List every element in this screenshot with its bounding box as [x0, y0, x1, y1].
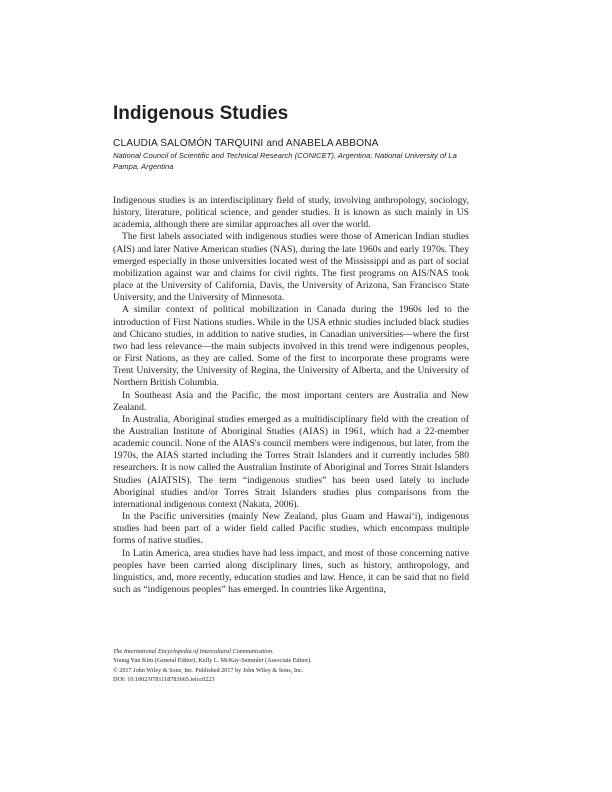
copyright-line: © 2017 John Wiley & Sons, Inc. Published 2017 by John Wiley & Sons, Inc. — [113, 666, 304, 674]
author-affiliation: National Council of Scientific and Technical Research (CONICET), Argentina; National University of La Pampa, Argentina — [113, 151, 457, 171]
body-paragraph: In Southeast Asia and the Pacific, the most important centers are Australia and New Zealand. — [113, 389, 469, 413]
article-body — [113, 195, 469, 596]
body-paragraph: In the Pacific universities (mainly New Zealand, plus Guam and Hawai‘i), indigenous studies had been part of a wider field called Pacific studies, which encompass multiple forms of native studies. — [113, 511, 469, 547]
body-paragraph: In Latin America, area studies have had less impact, and most of those concerning native peoples have been carried along disciplinary lines, such as history, anthropology, and linguistics, and, more recently, education studies and law. Hence, it can be said that no field such as “indigenous peoples” has emerged. In countries like Argentina, — [113, 547, 469, 595]
citation-footer — [113, 647, 473, 684]
article-authors: CLAUDIA SALOMÓN TARQUINI and ANABELA ABBONA — [113, 138, 379, 149]
body-paragraph: Indigenous studies is an interdisciplinary field of study, involving anthropology, sociology, history, literature, political science, and gender studies. It is known as such mainly in US academia, although there are similar approaches all over the world. — [113, 195, 469, 231]
body-paragraph: The first labels associated with indigenous studies were those of American Indian studies (AIS) and later Native American studies (NAS), during the late 1960s and early 1970s. They emerged especially in those universities located west of the Mississippi and as part of social mobilization against war and claims for civil rights. The first programs on AIS/NAS took place at the University of California, Davis, the University of Arizona, San Francisco State University, and the University of Minnesota. — [113, 231, 469, 304]
body-paragraph: In Australia, Aboriginal studies emerged as a multidisciplinary field with the creation of the Australian Institute of Aboriginal Studies (AIAS) in 1961, which had a 22-member academic council. None of the AIAS's council members were indigenous, but later, from the 1970s, the AIAS started including the Torres Strait Islanders and it currently includes 580 researchers. It is now called the Australian Institute of Aboriginal and Torres Strait Islanders Studies (AIATSIS). The term “indigenous studies” has been used lately to include Aboriginal studies and/or Torres Strait Islanders studies plus comparisons from the international indigenous context (Nakata, 2006). — [113, 413, 469, 510]
editors-line: Young Yun Kim (General Editor), Kelly L. McKay-Semmler (Associate Editor). — [113, 657, 312, 665]
doi-line: DOI: 10.1002/9781118783665.ieicc0223 — [113, 675, 215, 683]
article-title: Indigenous Studies — [113, 103, 289, 124]
encyclopedia-title: The International Encyclopedia of Intercultural Communication. — [113, 648, 274, 655]
body-paragraph: A similar context of political mobilization in Canada during the 1960s led to the introduction of First Nations studies. While in the USA ethnic studies included black studies and Chicano studies, in addition to native studies, in Canadian universities—where the first two had less relevance—the main subjects involved in this trend were indigenous peoples, or First Nations, as they are called. Some of the first to incorporate these programs were Trent University, the University of Regina, the University of Alberta, and the University of Northern British Columbia. — [113, 304, 469, 389]
